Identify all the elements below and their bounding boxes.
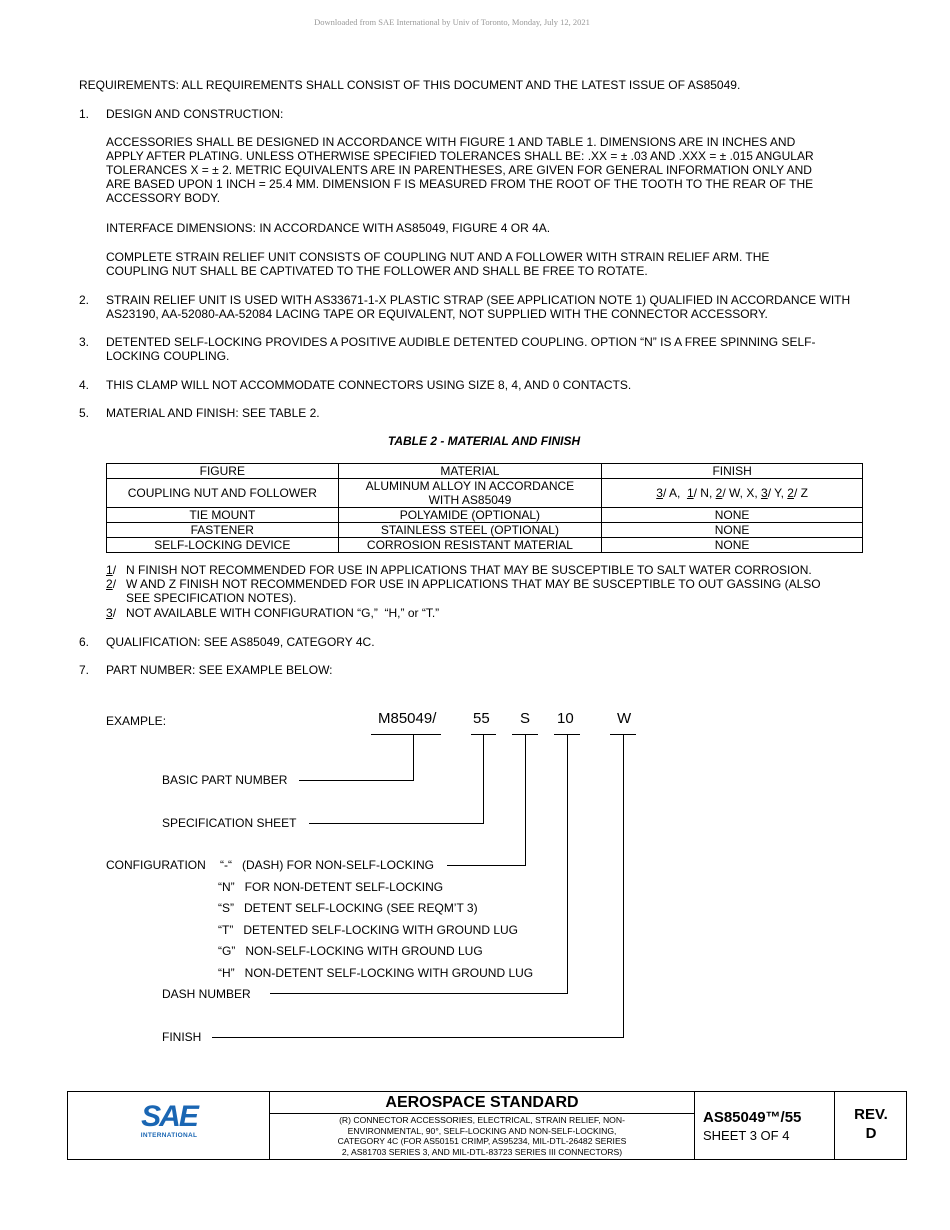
part-basic: M85049/ bbox=[378, 710, 437, 727]
finish-code-wx: / W, X, bbox=[722, 486, 762, 500]
note-mark: 1 bbox=[106, 563, 113, 577]
text-line: ACCESSORY BODY. bbox=[106, 191, 221, 205]
section-3-number: 3. bbox=[79, 335, 90, 349]
cell-material: CORROSION RESISTANT MATERIAL bbox=[338, 538, 602, 553]
underline-basic bbox=[371, 734, 441, 735]
section-4-text: THIS CLAMP WILL NOT ACCOMMODATE CONNECTORS USING SIZE 8, 4, AND 0 CONTACTS. bbox=[106, 378, 632, 392]
part-spec-sheet: 55 bbox=[473, 710, 490, 727]
note-ref-3: 3 bbox=[656, 486, 663, 500]
note-ref-3: 3 bbox=[761, 486, 768, 500]
section-6-text: QUALIFICATION: SEE AS85049, CATEGORY 4C. bbox=[106, 635, 375, 649]
part-dash-number: 10 bbox=[557, 710, 574, 727]
note-3 bbox=[106, 606, 439, 620]
section-4-number: 4. bbox=[79, 378, 90, 392]
table-row bbox=[107, 538, 863, 553]
text-line: AS23190, AA-52080-AA-52084 LACING TAPE OR EQUIVALENT, NOT SUPPLIED WITH THE CONNECTOR ACCESSORY. bbox=[106, 307, 768, 321]
standard-title: AEROSPACE STANDARD bbox=[270, 1092, 694, 1114]
table-row bbox=[107, 479, 863, 508]
description-line: ENVIRONMENTAL, 90°, SELF-LOCKING AND NON-SELF-LOCKING, bbox=[347, 1125, 617, 1136]
cell-figure: SELF-LOCKING DEVICE bbox=[107, 538, 339, 553]
section-7-text: PART NUMBER: SEE EXAMPLE BELOW: bbox=[106, 663, 333, 677]
revision-cell bbox=[834, 1092, 907, 1159]
note-text: / NOT AVAILABLE WITH CONFIGURATION “G,” “H,” or “T.” bbox=[112, 606, 440, 620]
text-line: COUPLING NUT SHALL BE CAPTIVATED TO THE FOLLOWER AND SHALL BE FREE TO ROTATE. bbox=[106, 264, 648, 278]
logo-cell bbox=[68, 1092, 269, 1159]
note-text: / N FINISH NOT RECOMMENDED FOR USE IN APPLICATIONS THAT MAY BE SUSCEPTIBLE TO SALT WATER CORROSION. bbox=[112, 563, 812, 577]
leader-basic-horizontal bbox=[299, 780, 414, 781]
cell-material: STAINLESS STEEL (OPTIONAL) bbox=[338, 523, 602, 538]
leader-finish-vertical bbox=[623, 734, 624, 1037]
text-line: DETENTED SELF-LOCKING PROVIDES A POSITIVE AUDIBLE DETENTED COUPLING. OPTION “N” IS A FREE SPINNING SELF- bbox=[106, 335, 816, 349]
basic-part-number-label: BASIC PART NUMBER bbox=[162, 773, 288, 787]
sae-logo-text: SAE bbox=[141, 1100, 197, 1133]
section-7-number: 7. bbox=[79, 663, 90, 677]
section-5-number: 5. bbox=[79, 406, 90, 420]
example-label: EXAMPLE: bbox=[106, 714, 167, 728]
note-ref-2: 2 bbox=[787, 486, 794, 500]
leader-config-vertical bbox=[525, 734, 526, 865]
configuration-option: “T” DETENTED SELF-LOCKING WITH GROUND LUG bbox=[218, 923, 519, 937]
cell-figure: COUPLING NUT AND FOLLOWER bbox=[107, 479, 339, 508]
cell-finish bbox=[602, 479, 863, 508]
note-2 bbox=[106, 577, 821, 591]
material-finish-table bbox=[106, 463, 863, 553]
note-mark: 3 bbox=[106, 606, 113, 620]
requirements-statement: REQUIREMENTS: ALL REQUIREMENTS SHALL CONSIST OF THIS DOCUMENT AND THE LATEST ISSUE OF AS85049. bbox=[79, 78, 741, 92]
leader-basic-vertical bbox=[413, 734, 414, 780]
document-number-cell bbox=[694, 1092, 835, 1159]
section-1-paragraph-3 bbox=[106, 250, 769, 278]
revision-label: REV. bbox=[854, 1106, 888, 1123]
cell-finish: NONE bbox=[602, 508, 863, 523]
table-row bbox=[107, 508, 863, 523]
finish-label: FINISH bbox=[162, 1030, 202, 1044]
column-header-material: MATERIAL bbox=[338, 464, 602, 479]
section-6-number: 6. bbox=[79, 635, 90, 649]
section-1-paragraph-1 bbox=[106, 135, 814, 205]
description-line: (R) CONNECTOR ACCESSORIES, ELECTRICAL, STRAIN RELIEF, NON- bbox=[339, 1115, 625, 1125]
material-line: ALUMINUM ALLOY IN ACCORDANCE bbox=[365, 479, 575, 493]
text-line: STRAIN RELIEF UNIT IS USED WITH AS33671-1-X PLASTIC STRAP (SEE APPLICATION NOTE 1) QUALIFIED IN ACCORDANCE WITH bbox=[106, 293, 851, 307]
section-3-text bbox=[106, 335, 815, 363]
document-number: AS85049™/55 bbox=[703, 1109, 802, 1126]
text-line: TOLERANCES X = ± 2. METRIC EQUIVALENTS ARE IN PARENTHESES, ARE GIVEN FOR GENERAL INFORMATION ONLY AND bbox=[106, 163, 812, 177]
leader-spec-vertical bbox=[483, 734, 484, 823]
cell-material: POLYAMIDE (OPTIONAL) bbox=[338, 508, 602, 523]
configuration-option-dash: “-“ (DASH) FOR NON-SELF-LOCKING bbox=[220, 858, 435, 872]
cell-figure: FASTENER bbox=[107, 523, 339, 538]
text-line: ACCESSORIES SHALL BE DESIGNED IN ACCORDANCE WITH FIGURE 1 AND TABLE 1. DIMENSIONS ARE IN INCHES AND bbox=[106, 135, 796, 149]
note-text: / W AND Z FINISH NOT RECOMMENDED FOR USE IN APPLICATIONS THAT MAY BE SUSCEPTIBLE TO OUT GASSING (ALSO bbox=[112, 577, 821, 591]
title-block bbox=[67, 1091, 907, 1160]
finish-code-n: / N, bbox=[693, 486, 716, 500]
configuration-option: “S” DETENT SELF-LOCKING (SEE REQM’T 3) bbox=[218, 901, 478, 915]
description-line: CATEGORY 4C (FOR AS50151 CRIMP, AS95234, MIL-DTL-26482 SERIES bbox=[337, 1136, 627, 1147]
document-description bbox=[270, 1115, 694, 1157]
leader-dash-vertical bbox=[567, 734, 568, 993]
column-header-figure: FIGURE bbox=[107, 464, 339, 479]
cell-finish: NONE bbox=[602, 523, 863, 538]
section-2-number: 2. bbox=[79, 293, 90, 307]
part-finish: W bbox=[617, 710, 632, 727]
sae-logo-subtext: INTERNATIONAL bbox=[140, 1132, 198, 1139]
revision-value: D bbox=[865, 1125, 877, 1142]
sheet-number: SHEET 3 OF 4 bbox=[703, 1128, 790, 1143]
section-1-interface-dimensions: INTERFACE DIMENSIONS: IN ACCORDANCE WITH AS85049, FIGURE 4 OR 4A. bbox=[106, 221, 551, 235]
note-2-continued: SEE SPECIFICATION NOTES). bbox=[126, 591, 297, 605]
finish-code-a: / A, bbox=[662, 486, 687, 500]
sae-logo bbox=[136, 1102, 202, 1139]
leader-dash-horizontal bbox=[270, 993, 568, 994]
configuration-label: CONFIGURATION bbox=[106, 858, 206, 872]
text-line: ARE BASED UPON 1 INCH = 25.4 MM. DIMENSION F IS MEASURED FROM THE ROOT OF THE TOOTH TO THE REAR OF THE bbox=[106, 177, 814, 191]
text-line: LOCKING COUPLING. bbox=[106, 349, 230, 363]
text-line: APPLY AFTER PLATING. UNLESS OTHERWISE SPECIFIED TOLERANCES SHALL BE: .XX = ± .03 AND .XXX = ± .015 ANGULAR bbox=[106, 149, 814, 163]
note-1 bbox=[106, 563, 812, 577]
note-ref-1: 1 bbox=[686, 486, 694, 500]
cell-figure: TIE MOUNT bbox=[107, 508, 339, 523]
part-configuration: S bbox=[520, 710, 531, 727]
configuration-option: “H” NON-DETENT SELF-LOCKING WITH GROUND LUG bbox=[218, 966, 534, 980]
description-line: 2, AS81703 SERIES 3, AND MIL-DTL-83723 SERIES III CONNECTORS) bbox=[341, 1146, 623, 1157]
configuration-option: “G” NON-SELF-LOCKING WITH GROUND LUG bbox=[218, 944, 483, 958]
column-header-finish: FINISH bbox=[602, 464, 863, 479]
note-ref-2: 2 bbox=[715, 486, 723, 500]
table-header-row bbox=[107, 464, 863, 479]
finish-code-z: / Z bbox=[793, 486, 808, 500]
title-cell bbox=[269, 1092, 694, 1159]
cell-material bbox=[338, 479, 602, 508]
leader-spec-horizontal bbox=[309, 823, 484, 824]
leader-config-horizontal bbox=[447, 865, 526, 866]
download-watermark: Downloaded from SAE International by Univ of Toronto, Monday, July 12, 2021 bbox=[314, 17, 590, 27]
material-line: WITH AS85049 bbox=[428, 493, 512, 507]
cell-finish: NONE bbox=[602, 538, 863, 553]
configuration-option: “N” FOR NON-DETENT SELF-LOCKING bbox=[218, 880, 444, 894]
dash-number-label: DASH NUMBER bbox=[162, 987, 251, 1001]
leader-finish-horizontal bbox=[212, 1037, 624, 1038]
table-2-title: TABLE 2 - MATERIAL AND FINISH bbox=[387, 434, 581, 448]
section-1-heading: DESIGN AND CONSTRUCTION: bbox=[106, 107, 284, 121]
specification-sheet-label: SPECIFICATION SHEET bbox=[162, 816, 297, 830]
section-1-number: 1. bbox=[79, 107, 90, 121]
table-row bbox=[107, 523, 863, 538]
finish-code-y: / Y, bbox=[767, 486, 788, 500]
section-2-text bbox=[106, 293, 850, 321]
note-mark: 2 bbox=[106, 577, 113, 591]
text-line: COMPLETE STRAIN RELIEF UNIT CONSISTS OF COUPLING NUT AND A FOLLOWER WITH STRAIN RELIEF ARM. THE bbox=[106, 250, 770, 264]
section-5-text: MATERIAL AND FINISH: SEE TABLE 2. bbox=[106, 406, 320, 420]
